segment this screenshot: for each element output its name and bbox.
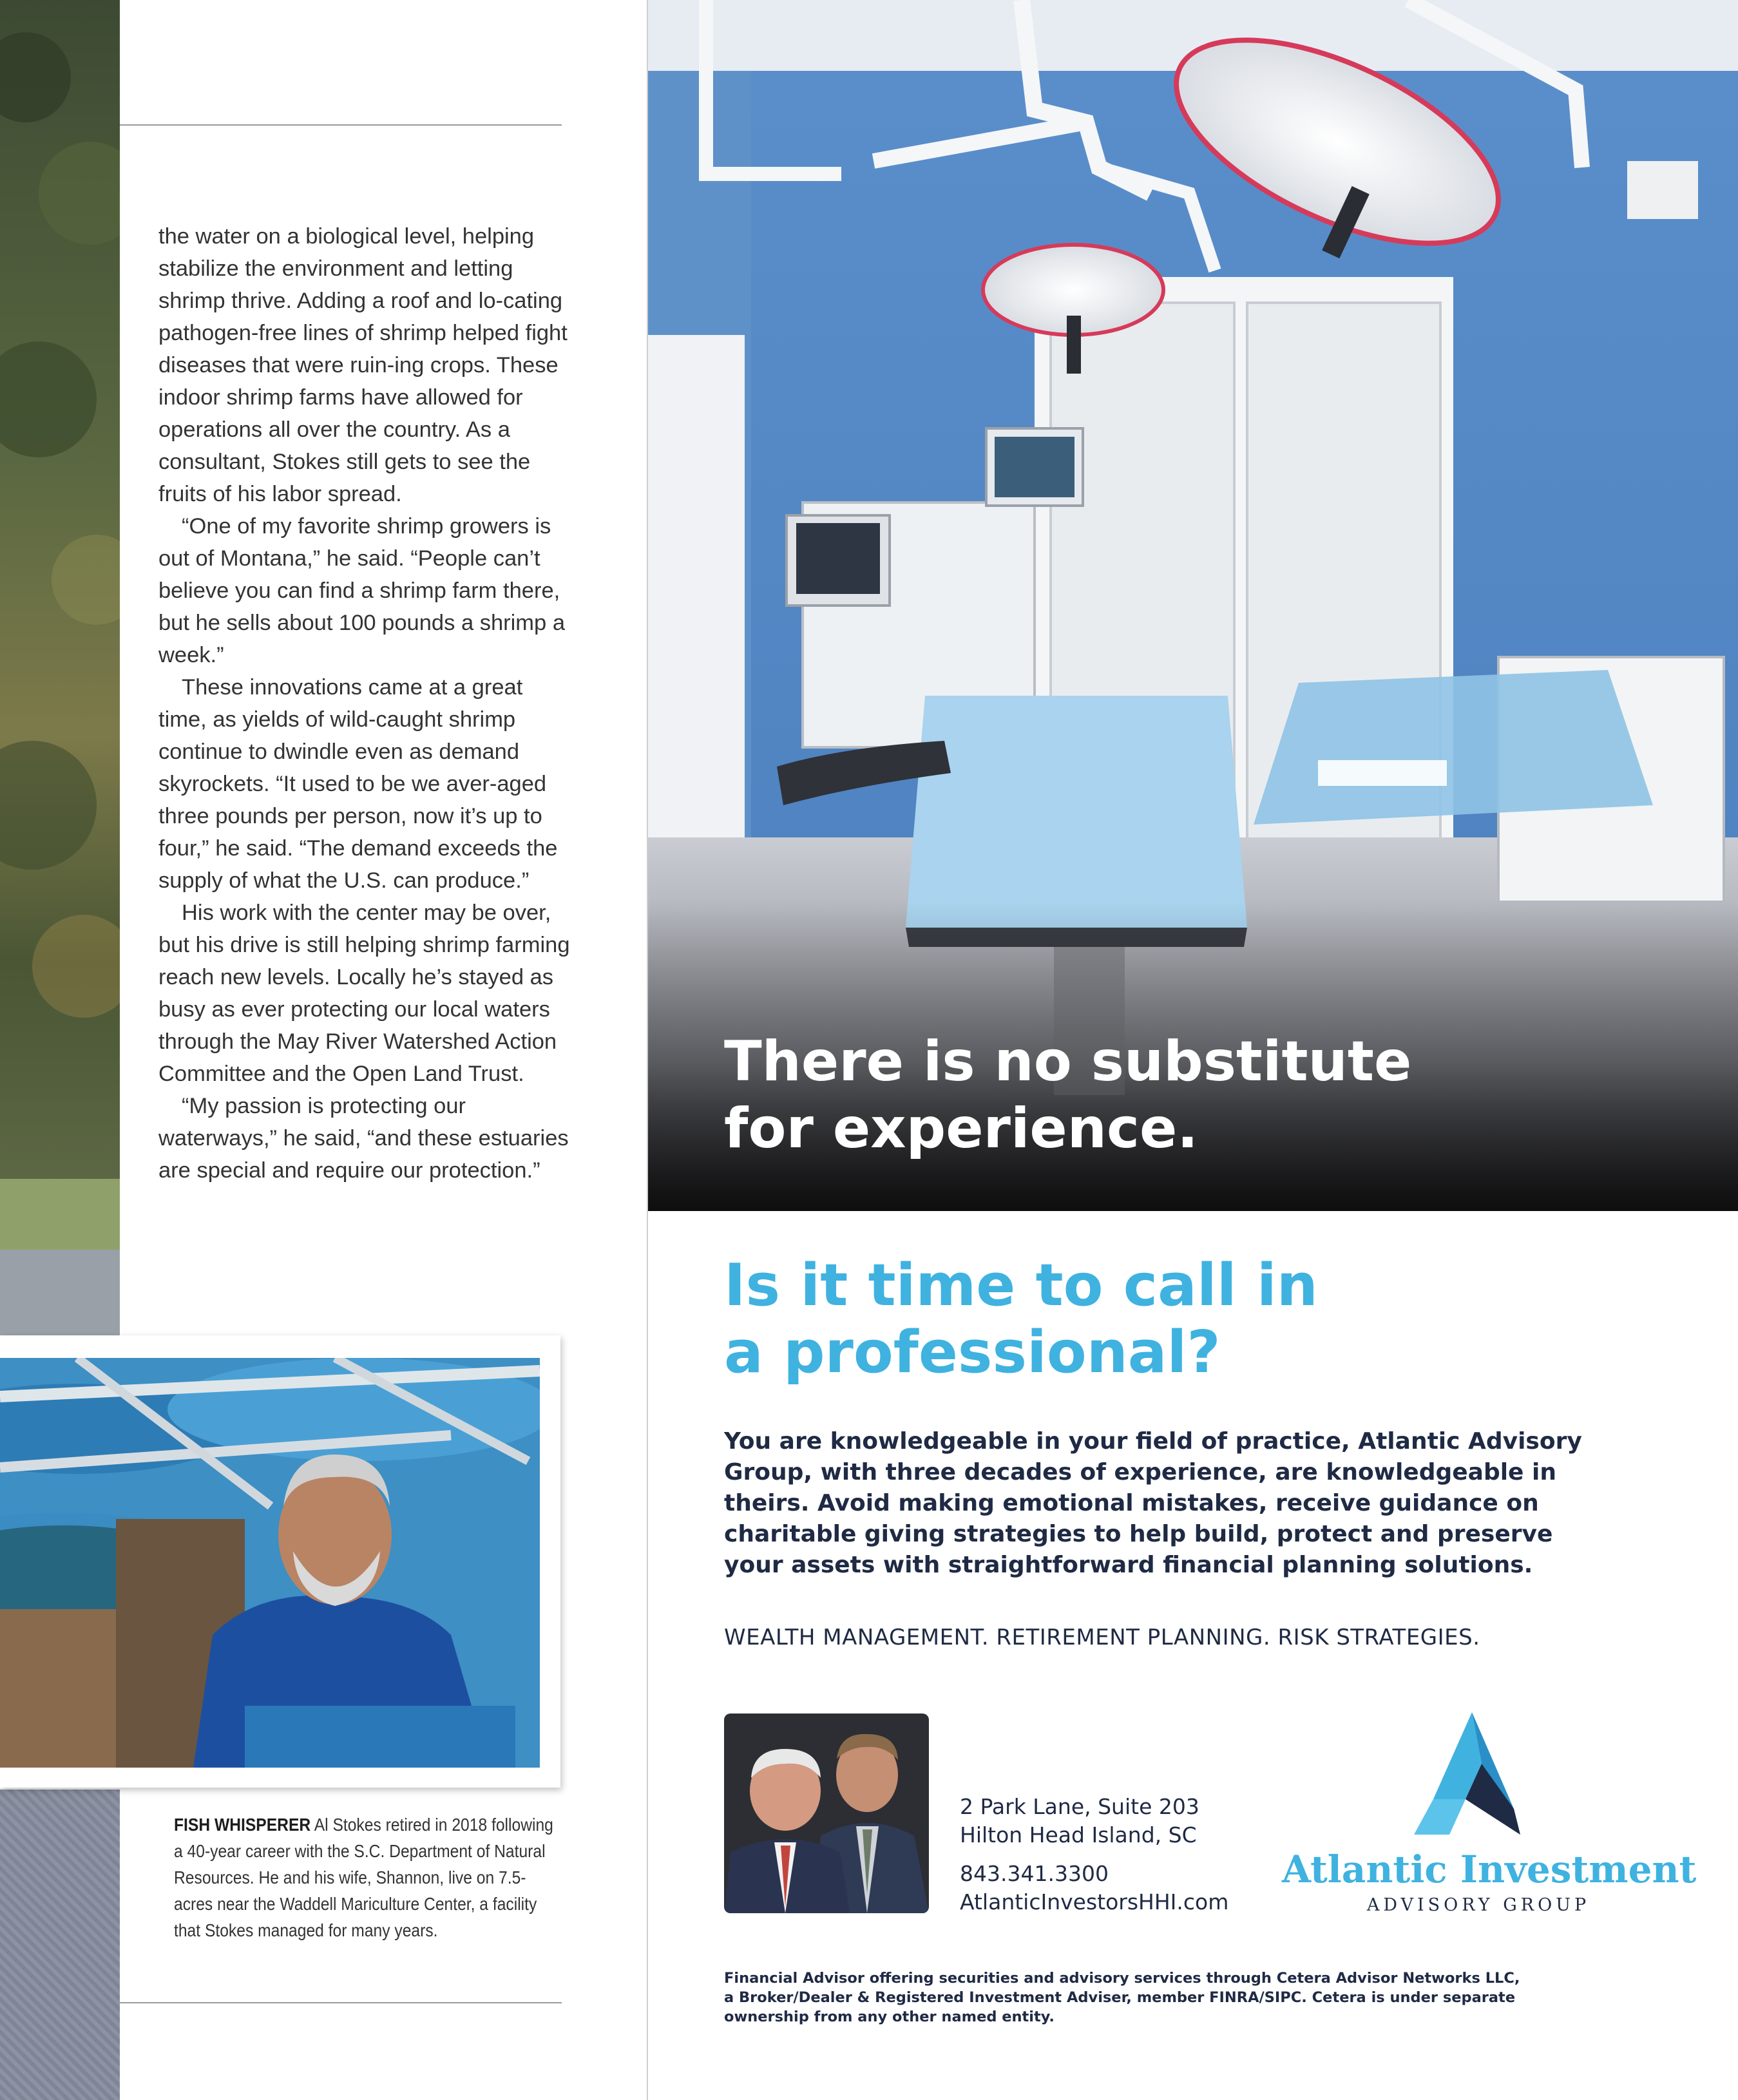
article-body xyxy=(158,220,571,1187)
atlantic-investment-logo xyxy=(1282,1712,1697,1918)
shrimp-farmer-photo xyxy=(0,1335,560,1788)
bottom-rule xyxy=(120,2002,562,2003)
advisors-photo xyxy=(724,1713,929,1913)
logo-name: Atlantic Investment xyxy=(1282,1847,1697,1891)
article-paragraph: These innovations came at a great time, as yields of wild-caught shrimp continue to dwindle even as demand skyrockets. “It used to be we aver-aged three pounds per person, now it’s up to four,” he said. “The demand exceeds the supply of what the U.S. can produce.” xyxy=(158,675,558,893)
disclosure-line: Financial Advisor offering securities and advisory services through Cetera Advisor Networks LLC, xyxy=(724,1970,1520,1987)
photo-caption xyxy=(174,1811,559,1943)
top-rule xyxy=(120,124,562,126)
article-paragraph: the water on a biological level, helping stabilize the environment and letting shrimp thrive. Adding a roof and lo-cating pathogen-free lines of shrimp helped fight diseases that were ruin-ing crops. These indoor shrimp farms have allowed for operations all over the country. As a consultant, Stokes still gets to see the fruits of his labor spread. xyxy=(158,224,568,506)
contact-info xyxy=(960,1793,1295,1916)
logo-subtitle: ADVISORY GROUP xyxy=(1366,1895,1590,1915)
tree-photo-strip xyxy=(0,0,120,1337)
ad-call-to-action xyxy=(724,1252,1561,1386)
ad-headline-line: for experience. xyxy=(724,1096,1198,1161)
disclosure-line: a Broker/Dealer & Registered Investment Adviser, member FINRA/SIPC. Cetera is under separate xyxy=(724,1989,1516,2006)
gravel-photo-strip xyxy=(0,1790,120,2100)
ad-services-line: WEALTH MANAGEMENT. RETIREMENT PLANNING. RISK STRATEGIES. xyxy=(724,1625,1480,1650)
phone-number[interactable]: 843.341.3300 xyxy=(960,1861,1109,1886)
address-line: Hilton Head Island, SC xyxy=(960,1822,1197,1847)
disclosure-line: ownership from any other named entity. xyxy=(724,2009,1055,2025)
ad-body-copy: You are knowledgeable in your field of practice, Atlantic Advisory Group, with three decades of experience, are knowledgeable in theirs. Avoid making emotional mistakes, receive guidance on charitable giving strategies to help build, protect and preserve your assets with straightforward financial planning solutions. xyxy=(724,1428,1582,1578)
article-paragraph: “One of my favorite shrimp growers is out of Montana,” he said. “People can’t believe you can find a shrimp farm there, but he sells about 100 pounds a shrimp a week.” xyxy=(158,514,566,667)
website-link[interactable]: AtlanticInvestorsHHI.com xyxy=(960,1889,1229,1914)
caption-title: FISH WHISPERER xyxy=(174,1815,311,1835)
legal-disclosure xyxy=(724,1969,1561,2027)
article-paragraph: His work with the center may be over, but his drive is still helping shrimp farming reach new levels. Locally he’s stayed as busy as ever protecting our local waters through the May River Watershed Action Committee and the Open Land Trust. xyxy=(158,901,570,1086)
cta-line: a professional? xyxy=(724,1319,1221,1386)
article-paragraph: “My passion is protecting our waterways,” he said, “and these estuaries are special and require our protection.” xyxy=(158,1094,569,1183)
address-line: 2 Park Lane, Suite 203 xyxy=(960,1794,1199,1819)
ad-headline-line: There is no substitute xyxy=(724,1029,1412,1094)
cta-line: Is it time to call in xyxy=(724,1252,1318,1319)
caption-text: Al Stokes retired in 2018 following a 40-year career with the S.C. Department of Natural Resources. He and his wife, Shannon, live on 7.5-acres near the Waddell Mariculture Center, a facility that Stokes managed for many years. xyxy=(174,1815,553,1940)
ad-headline xyxy=(724,1028,1626,1162)
farmer-photo-image xyxy=(0,1358,540,1768)
logo-mark-icon xyxy=(1282,1712,1675,1847)
